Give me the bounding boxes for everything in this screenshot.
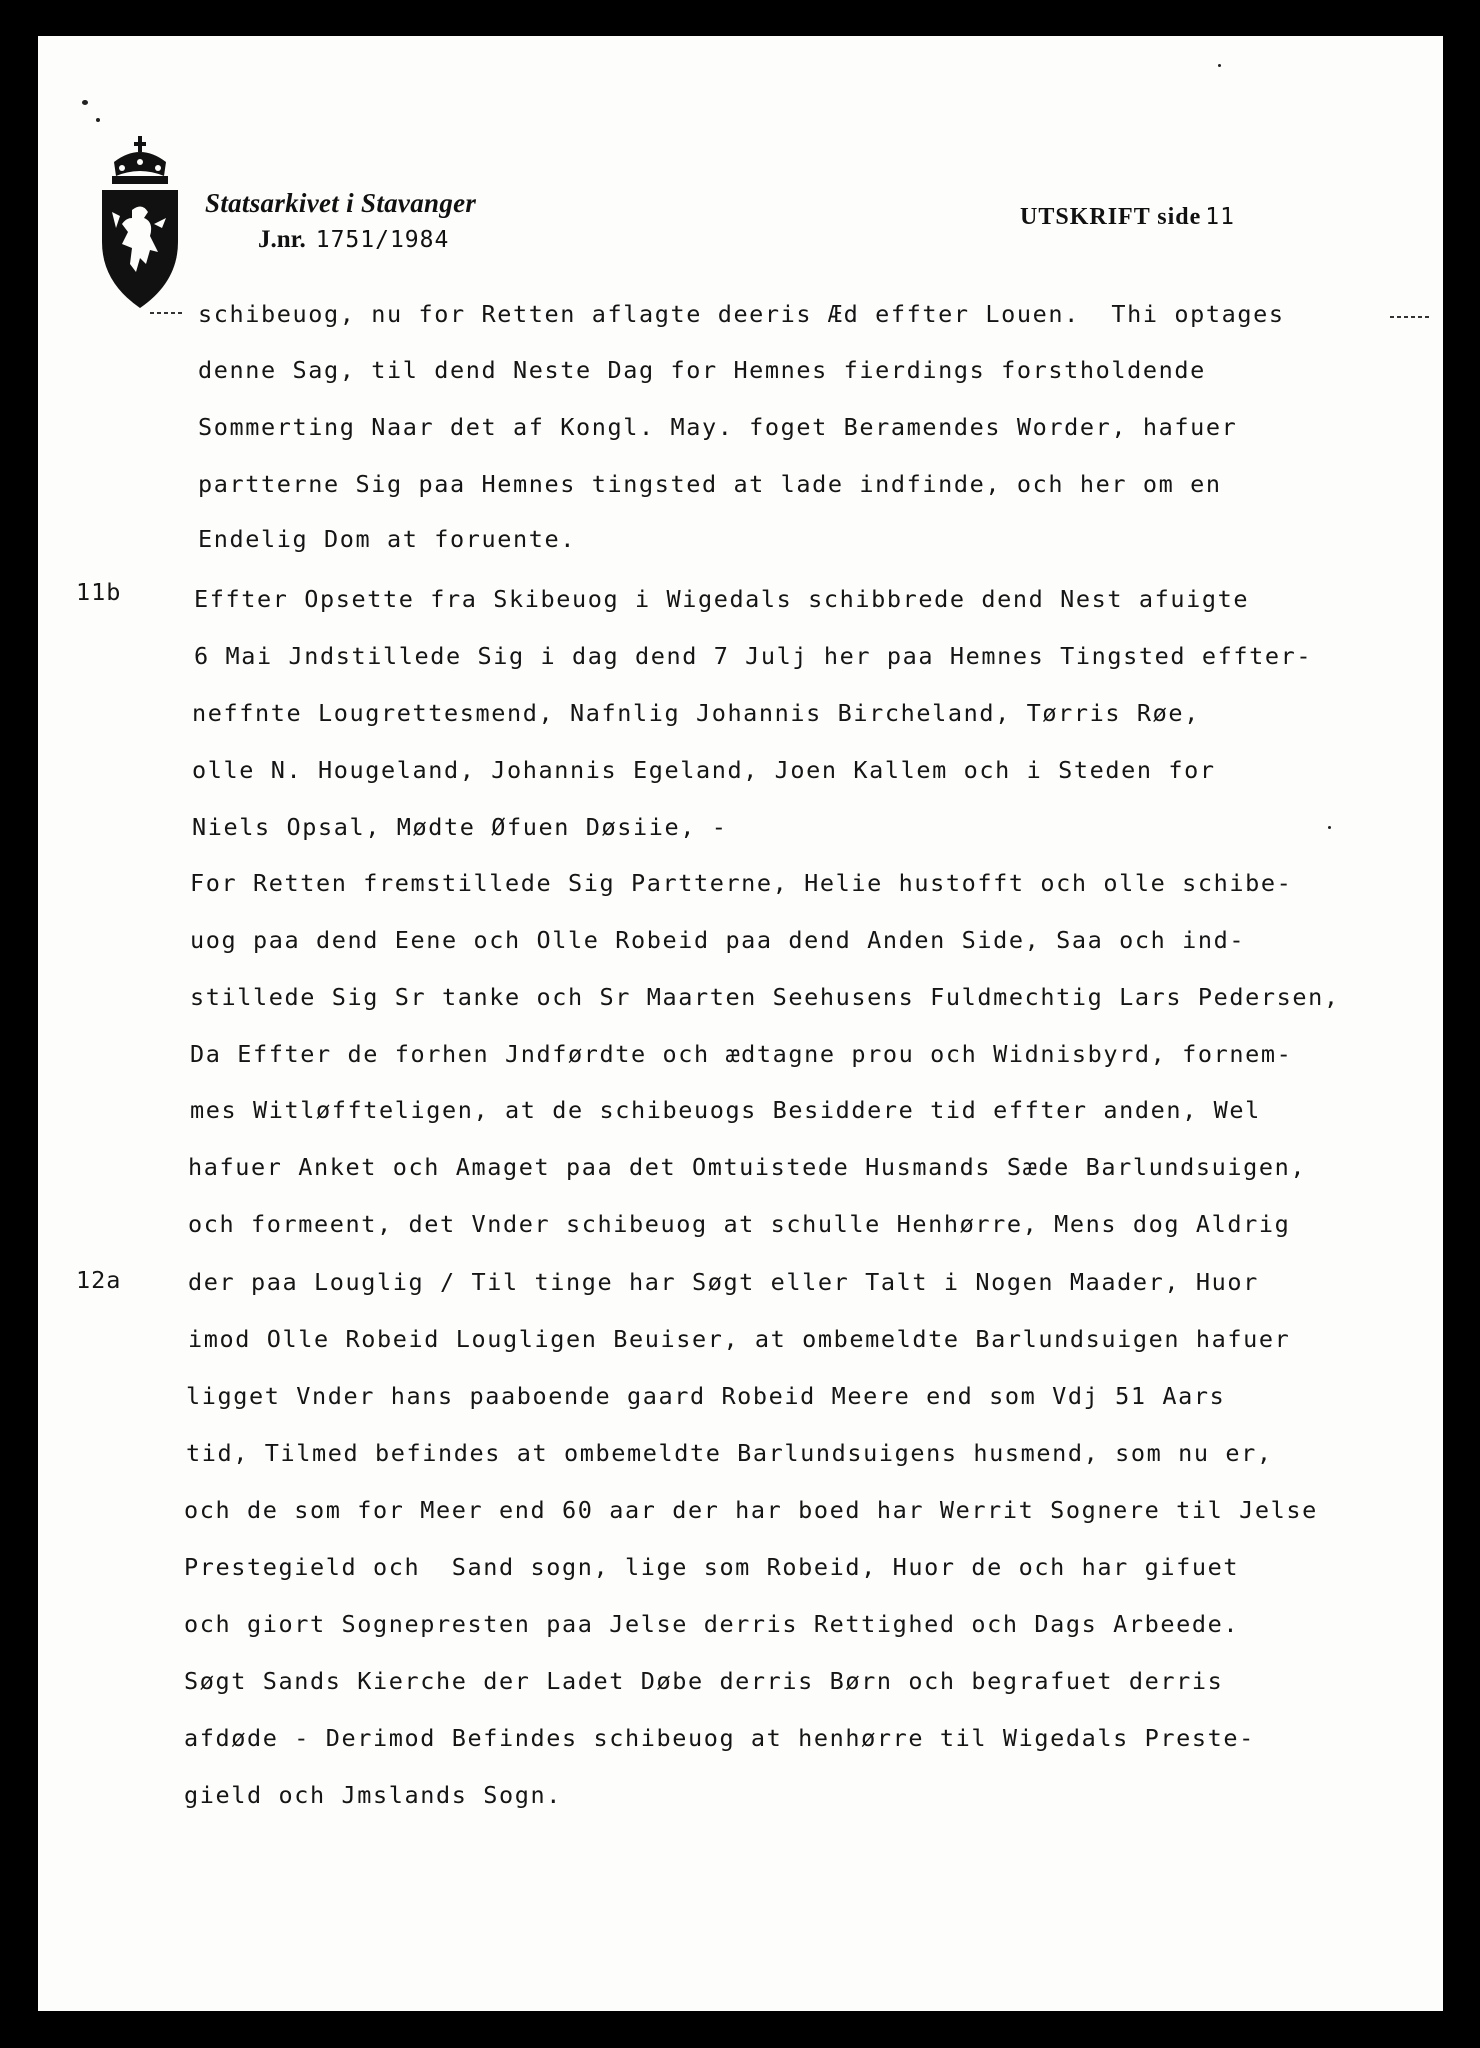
text-line: neffnte Lougrettesmend, Nafnlig Johannis Bircheland, Tørris Røe, — [192, 699, 1200, 727]
margin-note: 11b — [76, 578, 122, 606]
text-line: och de som for Meer end 60 aar der har boed har Werrit Sognere til Jelse — [184, 1496, 1318, 1524]
journal-number-label: J.nr. — [258, 226, 306, 253]
text-line: imod Olle Robeid Lougligen Beuiser, at ombemeldte Barlundsuigen hafuer — [188, 1325, 1291, 1353]
text-line: schibeuog, nu for Retten aflagte deeris Æd effter Louen. Thi optages — [198, 300, 1285, 328]
text-line: partterne Sig paa Hemnes tingsted at lade indfinde, och her om en — [198, 470, 1222, 498]
text-line: Niels Opsal, Mødte Øfuen Døsiie, - — [192, 813, 728, 841]
text-line: gield och Jmslands Sogn. — [184, 1781, 562, 1809]
text-line: och giort Sognepresten paa Jelse derris Rettighed och Dags Arbeede. — [184, 1610, 1240, 1638]
text-line: denne Sag, til dend Neste Dag for Hemnes fierdings forstholdende — [198, 356, 1206, 384]
text-line: Endelig Dom at foruente. — [198, 525, 576, 553]
text-line: tid, Tilmed befindes at ombemeldte Barlundsuigens husmend, som nu er, — [186, 1439, 1273, 1467]
text-line: mes Witløffteligen, at de schibeuogs Besiddere tid effter anden, Wel — [190, 1096, 1261, 1124]
text-line: uog paa dend Eene och Olle Robeid paa dend Anden Side, Saa och ind- — [190, 926, 1246, 954]
journal-number — [258, 226, 449, 254]
scan-speck — [82, 100, 88, 105]
scan-speck — [1218, 64, 1221, 67]
text-line: For Retten fremstillede Sig Partterne, Helie hustofft och olle schibe- — [190, 869, 1293, 897]
text-line: Effter Opsette fra Skibeuog i Wigedals schibbrede dend Nest afuigte — [194, 585, 1250, 613]
text-line: Søgt Sands Kierche der Ladet Døbe derris Børn och begrafuet derris — [184, 1667, 1224, 1695]
scan-speck — [96, 118, 100, 122]
text-line: Prestegield och Sand sogn, lige som Robeid, Huor de och har gifuet — [184, 1553, 1240, 1581]
coat-of-arms-icon — [92, 132, 188, 312]
text-line: olle N. Hougeland, Johannis Egeland, Joen Kallem och i Steden for — [192, 756, 1216, 784]
document-page — [38, 36, 1443, 2011]
text-line: ligget Vnder hans paaboende gaard Robeid Meere end som Vdj 51 Aars — [186, 1382, 1226, 1410]
text-line: hafuer Anket och Amaget paa det Omtuistede Husmands Sæde Barlundsuigen, — [188, 1153, 1307, 1181]
transcript-page-header — [1020, 204, 1235, 231]
journal-number-value: 1751/1984 — [315, 227, 450, 253]
text-line: afdøde - Derimod Befindes schibeuog at henhørre til Wigedals Preste- — [184, 1724, 1255, 1752]
scan-speck — [1328, 826, 1331, 829]
text-line: Da Effter de forhen Jndførdte och ædtagne prou och Widnisbyrd, fornem- — [190, 1040, 1293, 1068]
text-line: stillede Sig Sr tanke och Sr Maarten Seehusens Fuldmechtig Lars Pedersen, — [190, 983, 1340, 1011]
margin-note: 12a — [76, 1266, 122, 1294]
scan-dash — [1390, 316, 1430, 318]
text-line: och formeent, det Vnder schibeuog at schulle Henhørre, Mens dog Aldrig — [188, 1210, 1291, 1238]
text-line: Sommerting Naar det af Kongl. May. foget Beramendes Worder, hafuer — [198, 413, 1238, 441]
scan-dash — [150, 312, 184, 314]
page-number: 11 — [1205, 204, 1235, 230]
archive-name: Statsarkivet i Stavanger — [205, 188, 477, 218]
text-line: 6 Mai Jndstillede Sig i dag dend 7 Julj her paa Hemnes Tingsted effter- — [194, 642, 1313, 670]
transcript-label: UTSKRIFT side — [1020, 204, 1202, 230]
text-line: der paa Louglig / Til tinge har Søgt eller Talt i Nogen Maader, Huor — [188, 1268, 1259, 1296]
